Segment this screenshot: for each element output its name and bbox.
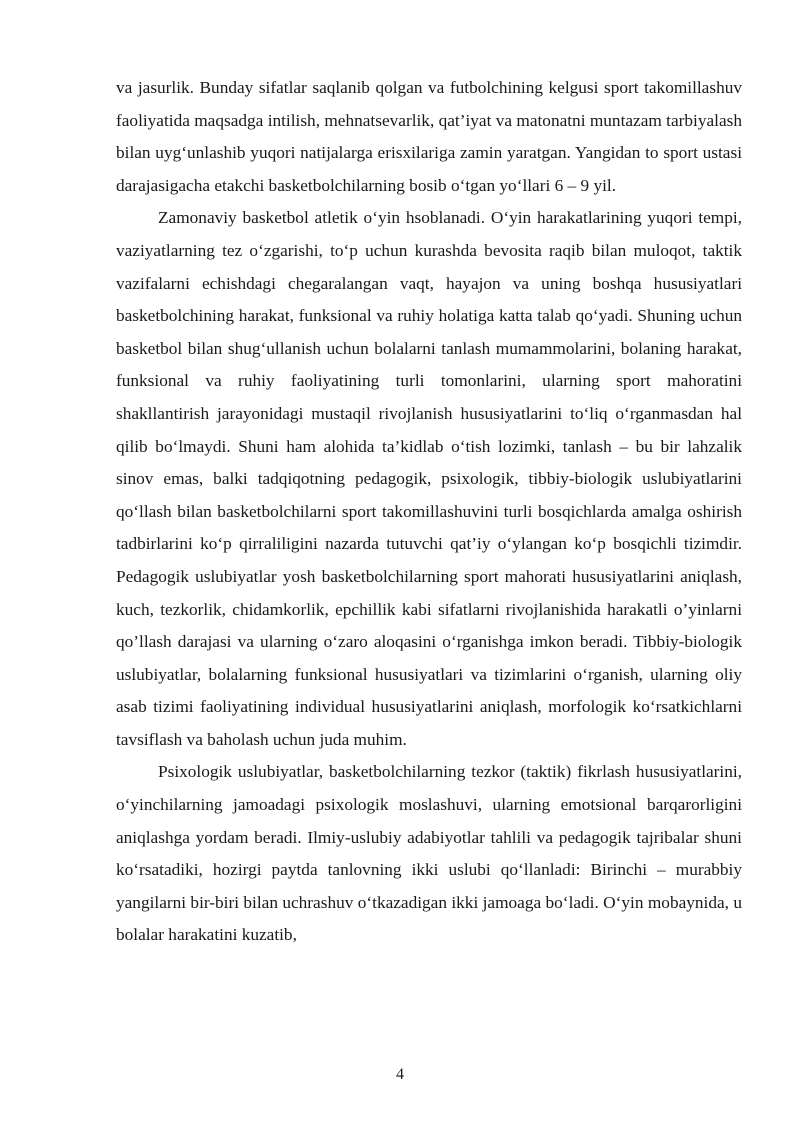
document-page xyxy=(116,72,742,952)
paragraph-3: Psixologik uslubiyatlar, basketbolchilarning tezkor (taktik) fikrlash hususiyatlarini, o‘yinchilarning jamoadagi psixologik moslashuvi, ularning emotsional barqarorligini aniqlashga yordam beradi. Ilmiy-uslubiy adabiyotlar tahlili va pedagogik tajribalar shuni ko‘rsatadiki, hozirgi paytda tanlovning ikki uslubi qo‘llanladi: Birinchi – murabbiy yangilarni bir-biri bilan uchrashuv o‘tkazadigan ikki jamoaga bo‘ladi. O‘yin mobaynida, u bolalar harakatini kuzatib, xyxy=(116,762,742,945)
page-number: 4 xyxy=(396,1066,404,1083)
paragraph-1: va jasurlik. Bunday sifatlar saqlanib qolgan va futbolchining kelgusi sport takomillashuv faoliyatida maqsadga intilish, mehnatsevarlik, qat’iyat va matonatni muntazam tarbiyalash bilan uyg‘unlashib yuqori natijalarga erisxilariga zamin yaratgan. Yangidan to sport ustasi darajasigacha etakchi basketbolchilarning bosib o‘tgan yo‘llari 6 – 9 yil. xyxy=(116,78,742,195)
paragraph-2: Zamonaviy basketbol atletik o‘yin hsoblanadi. O‘yin harakatlarining yuqori tempi, vaziyatlarning tez o‘zgarishi, to‘p uchun kurashda bevosita raqib bilan muloqot, taktik vazifalarni echishdagi chegaralangan vaqt, hayajon va uning boshqa hususiyatlari basketbolchining harakat, funksional va ruhiy holatiga katta talab qo‘yadi. Shuning uchun basketbol bilan shug‘ullanish uchun bolalarni tanlash mumammolarini, bolaning harakat, funksional va ruhiy faoliyatining turli tomonlarini, ularning sport mahoratini shakllantirish jarayonidagi mustaqil rivojlanish hususiyatlarini to‘liq o‘rganmasdan hal qilib bo‘lmaydi. Shuni ham alohida ta’kidlab o‘tish lozimki, tanlash – bu bir lahzalik sinov emas, balki tadqiqotning pedagogik, psixologik, tibbiy-biologik uslubiyatlarini qo‘llash bilan basketbolchilarni sport takomillashuvini turli bosqichlarda amalga oshirish tadbirlarini ko‘p qirraliligini nazarda tutuvchi qat’iy o‘ylangan ko‘p bosqichli tizimdir. Pedagogik uslubiyatlar yosh basketbolchilarning sport mahorati hususiyatlarini aniqlash, kuch, tezkorlik, chidamkorlik, epchillik kabi sifatlarni rivojlanishida harakatli o’yinlarni qo’llash darajasi va ularning o‘zaro aloqasini o‘rganishga imkon beradi. Tibbiy-biologik uslubiyatlar, bolalarning funksional hususiyatlari va tizimlarini o‘rganish, ularning oliy asab tizimi faoliyatining individual hususiyatlarini aniqlash, morfologik ko‘rsatkichlarni tavsiflash va baholash uchun juda muhim. xyxy=(116,208,742,749)
